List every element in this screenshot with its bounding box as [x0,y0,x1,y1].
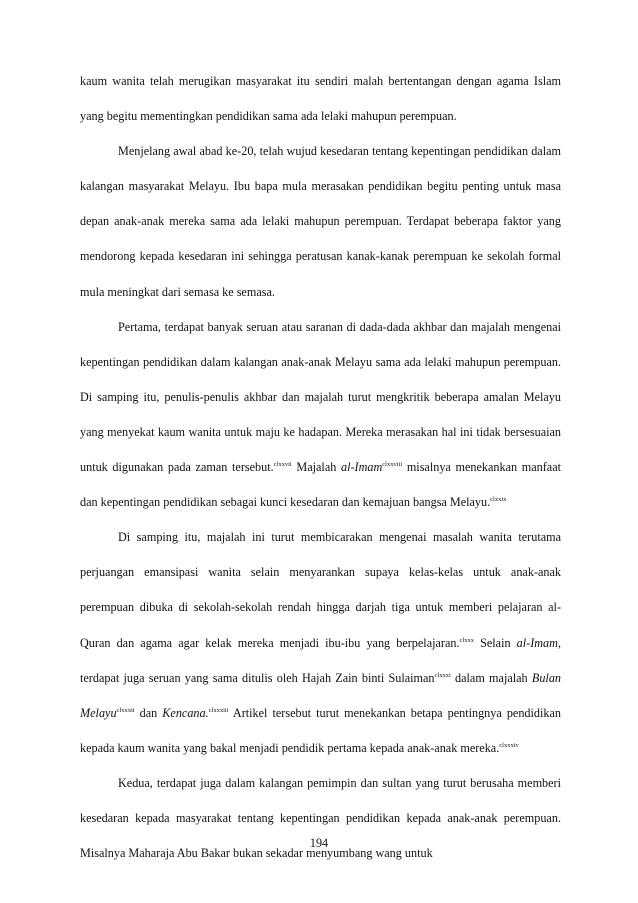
text-run: Majalah [291,460,341,475]
paragraph [80,134,561,309]
footnote-ref: clxxviii [382,461,403,469]
footnote-ref: clxxxiv [499,741,519,749]
italic-title: Kencana. [162,705,209,720]
paragraph [80,310,561,521]
text-run: dan [134,705,163,720]
paragraph [80,64,561,134]
footnote-ref: clxxvii [273,461,292,469]
paragraph [80,766,561,871]
footnote-ref: clxxxiii [208,706,229,714]
text-run: terdapat juga seruan yang sama ditulis oleh Hajah Zain binti Sulaiman [80,670,435,685]
text-run: Di samping itu, majalah ini turut membicarakan mengenai masalah wanita terutama perjuangan emansipasi wanita selain menyarankan supaya kelas-kelas untuk anak-anak perempuan dibuka di sekolah-sekolah rendah hingga darjah tiga untuk memberi pelajaran al-Quran dan agama agar kelak mereka menjadi ibu-ibu yang berpelajaran. [80,530,561,650]
text-run: Menjelang awal abad ke-20, telah wujud kesedaran tentang kepentingan pendidikan dalam kalangan masyarakat Melayu. Ibu bapa mula merasakan pendidikan begitu penting untuk masa depan anak-anak mereka sama ada lelaki mahupun perempuan. Terdapat beberapa faktor yang mendorong kepada kesedaran ini sehingga peratusan kanak-kanak perempuan ke sekolah formal mula meningkat dari semasa ke semasa. [80,144,561,299]
text-run: Kedua, terdapat juga dalam kalangan pemimpin dan sultan yang turut berusaha memberi kesedaran kepada masyarakat tentang kepentingan pendidikan kepada anak-anak perempuan. Misalnya Maharaja Abu Bakar bukan sekadar menyumbang wang untuk [80,775,561,861]
text-run: kaum wanita telah merugikan masyarakat itu sendiri malah bertentangan dengan agama Islam yang begitu mementingkan pendidikan sama ada lelaki mahupun perempuan. [80,74,561,124]
body-text [80,64,561,871]
text-run: misalnya menekankan manfaat dan kepentingan pendidikan sebagai kunci kesedaran dan kemajuan bangsa Melayu. [80,460,562,510]
text-run: dalam majalah [450,670,532,685]
footnote-ref: clxxxi [434,671,451,679]
italic-title: al-Imam, [516,635,561,650]
italic-title: Bulan Melayu [80,670,562,720]
footnote-ref: clxxx [459,636,474,644]
text-run: Selain [473,635,517,650]
italic-title: al-Imam [341,460,383,475]
footnote-ref: clxxix [490,496,507,504]
footnote-ref: clxxxii [116,706,135,714]
text-run: Artikel tersebut turut menekankan betapa pentingnya pendidikan kepada kaum wanita yang bakal menjadi pendidik pertama kepada anak-anak mereka. [80,705,561,755]
text-run: Pertama, terdapat banyak seruan atau saranan di dada-dada akhbar dan majalah mengenai kepentingan pendidikan dalam kalangan anak-anak Melayu sama ada lelaki mahupun perempuan. Di samping itu, penulis-penulis akhbar dan majalah turut mengkritik beberapa amalan Melayu yang menyekat kaum wanita untuk maju ke hadapan. Mereka merasakan hal ini tidak bersesuaian untuk digunakan pada zaman tersebut. [80,319,561,475]
page-number: 194 [309,836,329,850]
paragraph [80,520,561,766]
